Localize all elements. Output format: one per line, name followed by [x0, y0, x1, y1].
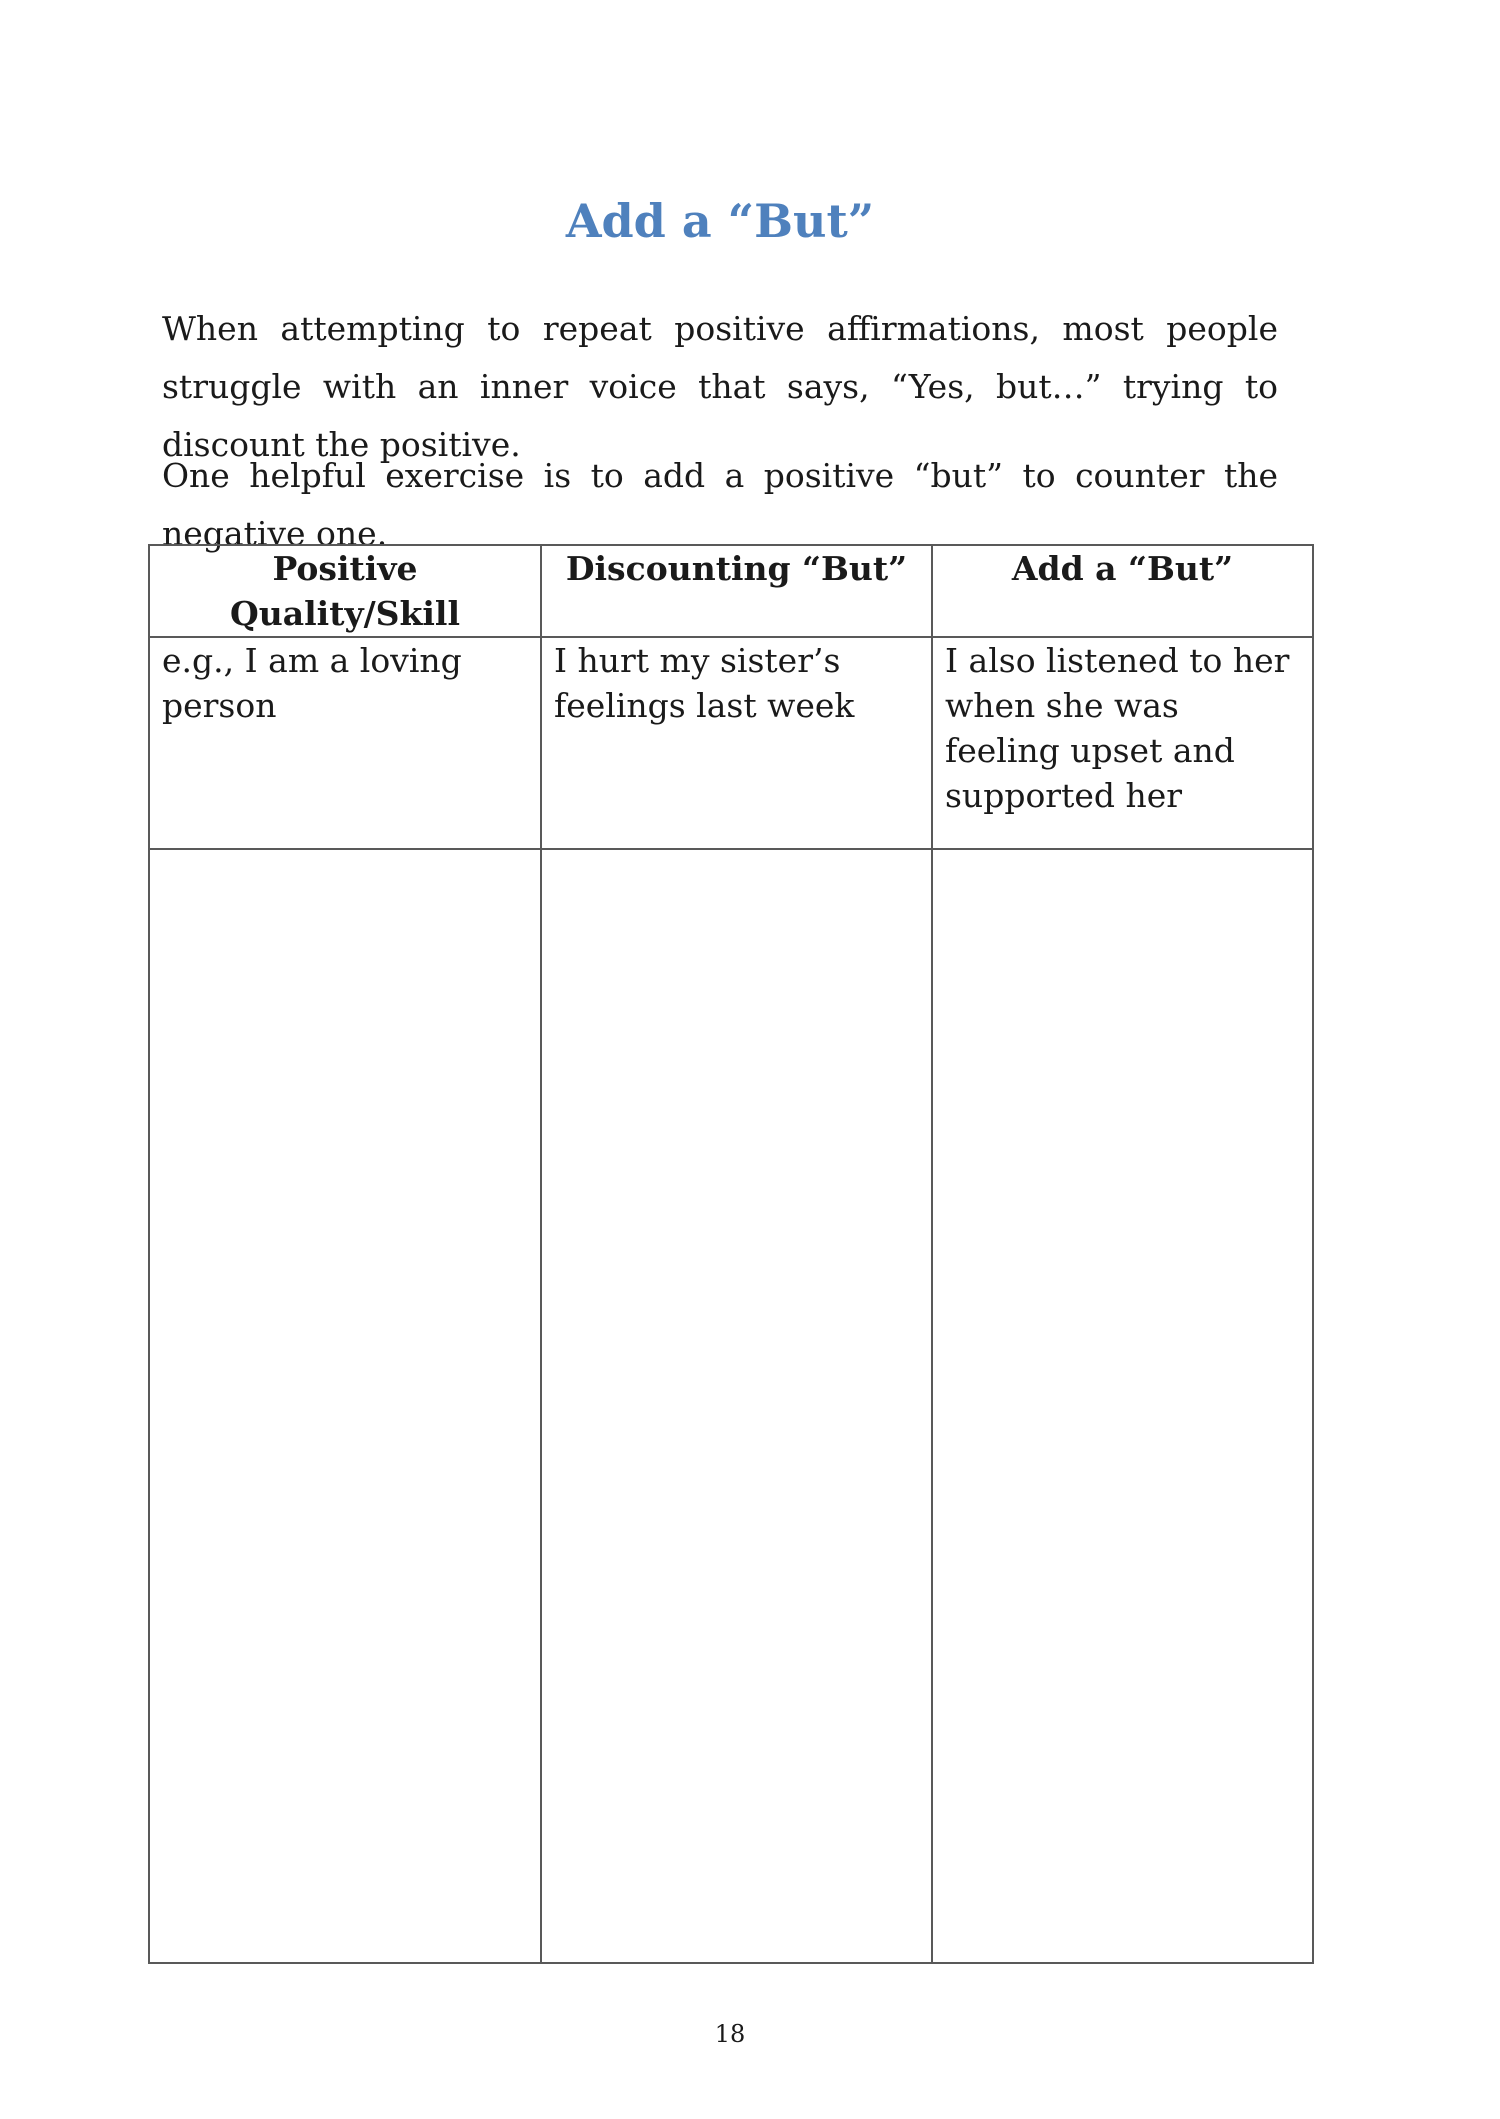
header-add-a-but: Add a “But”: [932, 545, 1313, 637]
blank-cell-positive-quality[interactable]: [149, 849, 541, 1963]
example-positive-quality: e.g., I am a loving person: [149, 637, 541, 849]
blank-cell-discounting-but[interactable]: [541, 849, 932, 1963]
blank-cell-add-a-but[interactable]: [932, 849, 1313, 1963]
example-add-a-but: I also listened to her when she was feeling upset and supported her: [932, 637, 1313, 849]
example-discounting-but: I hurt my sister’s feelings last week: [541, 637, 932, 849]
page-number: 18: [714, 2020, 746, 2048]
table-row-example: [149, 637, 1313, 849]
instruction-paragraph: One helpful exercise is to add a positive “but” to counter the negative one.: [162, 456, 1278, 553]
header-positive-quality: Positive Quality/Skill: [149, 545, 541, 637]
header-discounting-but: Discounting “But”: [541, 545, 932, 637]
page-title: Add a “But”: [565, 194, 875, 248]
table-row-blank: [149, 849, 1313, 1963]
worksheet-table: [148, 544, 1314, 1964]
table-header-row: [149, 545, 1313, 637]
intro-paragraph: When attempting to repeat positive affirmations, most people struggle with an inner voice that says, “Yes, but…” trying to discount the positive.: [162, 309, 1278, 464]
